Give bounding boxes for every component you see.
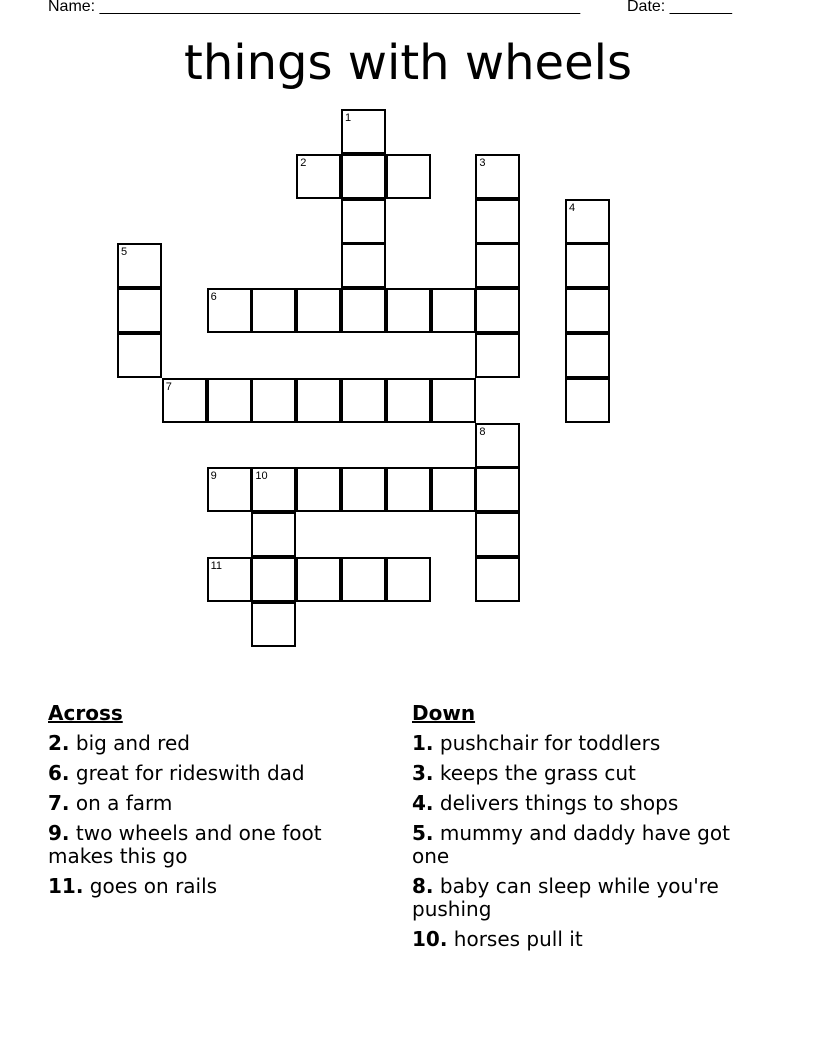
across-heading: Across: [48, 701, 123, 725]
clue-number: 6.: [48, 761, 70, 785]
clue-text: horses pull it: [447, 927, 583, 951]
grid-cell[interactable]: [565, 243, 610, 288]
clue-number: 4: [569, 201, 576, 214]
grid-cell[interactable]: [207, 467, 252, 512]
down-clue: [412, 792, 752, 815]
grid-cell[interactable]: [296, 467, 341, 512]
grid-cell[interactable]: [207, 378, 252, 423]
clue-text: big and red: [69, 731, 190, 755]
clue-number: 9: [210, 470, 217, 483]
page-title: things with wheels: [184, 35, 632, 91]
clue-number: 7.: [48, 791, 70, 815]
down-clue: [412, 875, 752, 921]
grid-cell[interactable]: [251, 467, 296, 512]
grid-cell[interactable]: [341, 288, 386, 333]
grid-cell[interactable]: [386, 378, 431, 423]
clue-number: 3.: [412, 761, 434, 785]
down-clues: [412, 702, 752, 958]
clue-text: mummy and daddy have got one: [412, 821, 730, 868]
grid-cell[interactable]: [207, 557, 252, 602]
clue-number: 11.: [48, 874, 84, 898]
grid-cell[interactable]: [117, 243, 162, 288]
clue-text: on a farm: [69, 791, 173, 815]
grid-cell[interactable]: [207, 288, 252, 333]
clue-number: 6: [210, 291, 217, 304]
grid-cell[interactable]: [475, 467, 520, 512]
clue-number: 10.: [412, 927, 448, 951]
grid-cell[interactable]: [431, 378, 476, 423]
grid-cell[interactable]: [341, 243, 386, 288]
clue-number: 8.: [412, 874, 434, 898]
clue-text: goes on rails: [83, 874, 218, 898]
clue-number: 8: [479, 425, 486, 438]
grid-cell[interactable]: [431, 467, 476, 512]
grid-cell[interactable]: [475, 243, 520, 288]
down-heading: Down: [412, 701, 476, 725]
grid-cell[interactable]: [341, 467, 386, 512]
grid-cell[interactable]: [475, 199, 520, 244]
grid-cell[interactable]: [251, 378, 296, 423]
grid-cell[interactable]: [475, 288, 520, 333]
grid-cell[interactable]: [296, 378, 341, 423]
grid-cell[interactable]: [475, 512, 520, 557]
down-clue: [412, 732, 752, 755]
grid-cell[interactable]: [341, 378, 386, 423]
grid-cell[interactable]: [475, 333, 520, 378]
grid-cell[interactable]: [251, 602, 296, 647]
grid-cell[interactable]: [565, 288, 610, 333]
clue-text: pushchair for toddlers: [433, 731, 661, 755]
clue-number: 1: [345, 112, 352, 124]
clue-number: 5: [121, 246, 128, 259]
grid-cell[interactable]: [251, 557, 296, 602]
clue-text: delivers things to shops: [433, 791, 679, 815]
grid-cell[interactable]: [162, 378, 207, 423]
across-clue: [48, 762, 388, 785]
clue-number: 1.: [412, 731, 434, 755]
clue-text: keeps the grass cut: [433, 761, 636, 785]
grid-cell[interactable]: [251, 288, 296, 333]
clue-text: two wheels and one foot makes this go: [48, 821, 322, 868]
across-clue: [48, 792, 388, 815]
name-field-label[interactable]: Name: ______________________________________________________: [48, 0, 581, 15]
clue-number: 9.: [48, 821, 70, 845]
grid-cell[interactable]: [296, 288, 341, 333]
grid-cell[interactable]: [341, 557, 386, 602]
down-clue: [412, 822, 752, 868]
grid-cell[interactable]: [475, 423, 520, 468]
grid-cell[interactable]: [117, 288, 162, 333]
across-clue: [48, 875, 388, 898]
grid-cell[interactable]: [565, 378, 610, 423]
grid-cell[interactable]: [117, 333, 162, 378]
grid-cell[interactable]: [431, 288, 476, 333]
grid-cell[interactable]: [341, 109, 386, 154]
clue-number: 3: [479, 156, 486, 169]
down-clue: [412, 928, 752, 951]
grid-cell[interactable]: [475, 557, 520, 602]
clue-number: 4.: [412, 791, 434, 815]
grid-cell[interactable]: [565, 199, 610, 244]
down-clue: [412, 762, 752, 785]
clue-number: 7: [165, 380, 172, 393]
grid-cell[interactable]: [386, 154, 431, 199]
grid-cell[interactable]: [296, 557, 341, 602]
clue-number: 11: [210, 560, 223, 572]
across-clue: [48, 822, 388, 868]
grid-cell[interactable]: [341, 199, 386, 244]
clue-number: 2.: [48, 731, 70, 755]
clue-text: baby can sleep while you're pushing: [412, 874, 719, 921]
grid-cell[interactable]: [475, 154, 520, 199]
date-field-label[interactable]: Date: _______: [627, 0, 732, 15]
grid-cell[interactable]: [565, 333, 610, 378]
across-clues: [48, 702, 388, 905]
grid-cell[interactable]: [386, 467, 431, 512]
grid-cell[interactable]: [341, 154, 386, 199]
clue-number: 5.: [412, 821, 434, 845]
across-clue: [48, 732, 388, 755]
grid-cell[interactable]: [386, 288, 431, 333]
grid-cell[interactable]: [386, 557, 431, 602]
clue-number: 10: [255, 470, 268, 483]
grid-cell[interactable]: [296, 154, 341, 199]
clue-number: 2: [300, 156, 307, 169]
grid-cell[interactable]: [251, 512, 296, 557]
clue-text: great for rideswith dad: [69, 761, 305, 785]
